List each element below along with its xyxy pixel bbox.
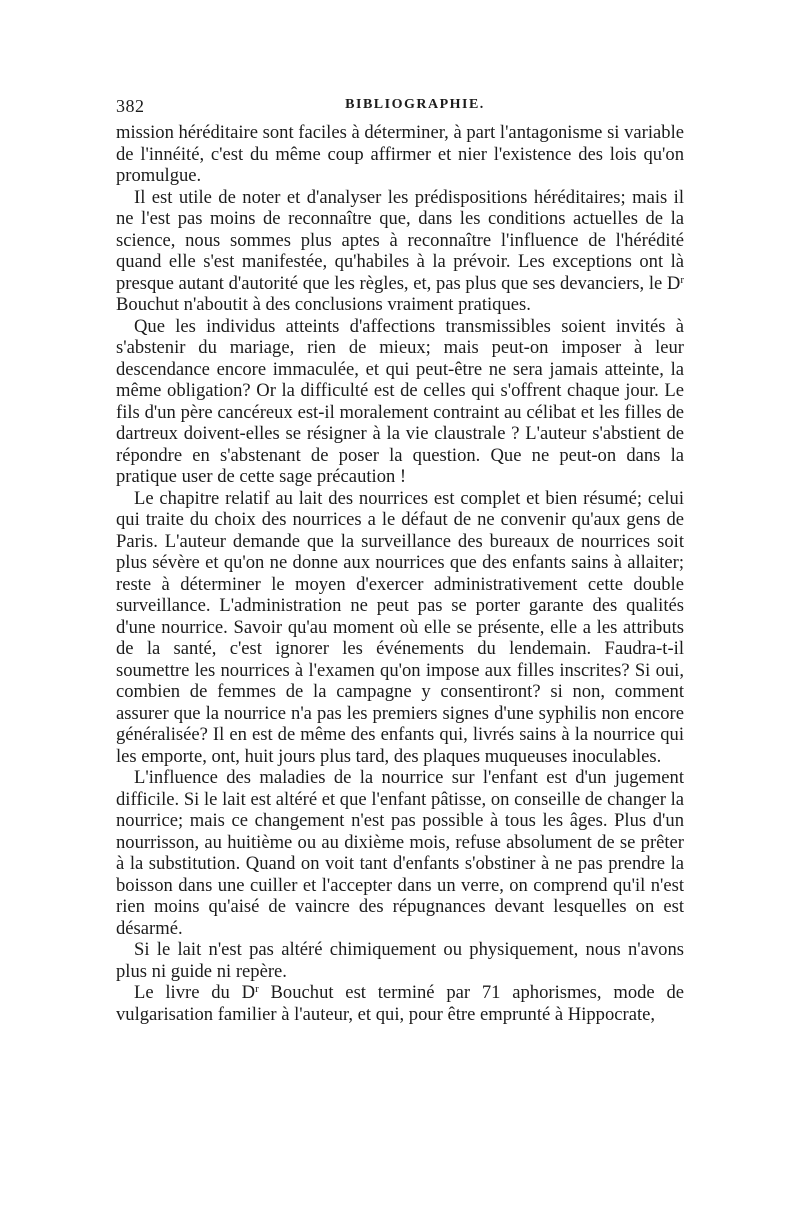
superscript-r-2: r — [255, 983, 259, 995]
paragraph-2-text: Il est utile de noter et d'analyser les prédispositions héréditaires; mais il ne l'est pas moins de reconnaître que, dans les conditions actuelles de la science, nous sommes plus aptes à reconnaître l'influence de l'hérédité quand elle s'est manifestée, qu'habiles à la prévoir. Les exceptions ont là presque autant d'autorité que les règles, et, pas plus que ses devanciers, le D — [116, 186, 684, 294]
running-title: BIBLIOGRAPHIE. — [345, 97, 485, 112]
paragraph-5 — [116, 767, 684, 939]
body-text — [116, 122, 684, 1025]
paragraph-1 — [116, 122, 684, 187]
paragraph-7 — [116, 982, 684, 1025]
paragraph-6-text: Si le lait n'est pas altéré chimiquement ou physiquement, nous n'avons plus ni guide ni repère. — [116, 939, 684, 982]
paragraph-2-tail: Bouchut n'aboutit à des conclusions vraiment pratiques. — [116, 294, 531, 315]
paragraph-1-text: mission héréditaire sont faciles à déterminer, à part l'antagonisme si variable de l'innéité, c'est du même coup affirmer et nier l'existence des lois qu'on promulgue. — [116, 122, 684, 186]
paragraph-7-text: Le livre du D — [134, 982, 256, 1003]
page-header — [116, 96, 684, 122]
page-number: 382 — [116, 96, 145, 116]
paragraph-3-text: Que les individus atteints d'affections transmissibles soient invités à s'abstenir du mariage, rien de mieux; mais peut-on imposer à leur descendance encore immaculée, et qui peut-être ne sera jamais atteinte, la même obligation? Or la difficulté est de celles qui s'offrent chaque jour. Le fils d'un père cancéreux est-il moralement contraint au célibat et les filles de dartreux doivent-elles se résigner à la vie claustrale ? L'auteur s'abstient de répondre en s'abstenant de poser la question. Que ne peut-on dans la pratique user de cette sage précaution ! — [116, 315, 684, 487]
paragraph-6 — [116, 939, 684, 982]
superscript-r: r — [680, 273, 684, 286]
paragraph-3 — [116, 316, 684, 488]
paragraph-7-tail: Bouchut est terminé par 71 aphorismes, mode de vulgarisation familier à l'auteur, et qui, pour être emprunté à Hippocrate, — [116, 982, 684, 1025]
paragraph-2 — [116, 187, 684, 316]
paragraph-4-text: Le chapitre relatif au lait des nourrices est complet et bien résumé; celui qui traite du choix des nourrices a le défaut de ne convenir qu'aux gens de Paris. L'auteur demande que la surveillance des bureaux de nourrices soit plus sévère et qu'on ne donne aux nourrices que des enfants sains à allaiter; reste à déterminer le moyen d'exercer administrativement cette double surveillance. L'administration ne peut pas se porter garante des qualités d'une nourrice. Savoir qu'au moment où elle se présente, elle a les attributs de la santé, c'est ignorer les événements du lendemain. Faudra-t-il soumettre les nourrices à l'examen qu'on impose aux filles inscrites? Si oui, combien de femmes de la campagne y consentiront? si non, comment assurer que la nourrice n'a pas les premiers signes d'une syphilis non encore généralisée? Il en est de même des enfants qui, livrés sains à la nourrice qui les emporte, ont, huit jours plus tard, des plaques muqueuses inoculables. — [116, 487, 684, 767]
paragraph-4 — [116, 488, 684, 768]
book-page — [116, 96, 684, 1025]
paragraph-5-text: L'influence des maladies de la nourrice sur l'enfant est d'un jugement difficile. Si le lait est altéré et que l'enfant pâtisse, on conseille de changer la nourrice; mais ce changement n'est pas possible à tous les âges. Plus d'un nourrisson, au huitième ou au dixième mois, refuse absolument de se prêter à la substitution. Quand on voit tant d'enfants s'obstiner à ne pas prendre la boisson dans une cuiller et l'accepter dans un verre, on comprend qu'il n'est rien moins qu'aisé de vaincre des répugnances devant lesquelles on est désarmé. — [116, 767, 684, 939]
